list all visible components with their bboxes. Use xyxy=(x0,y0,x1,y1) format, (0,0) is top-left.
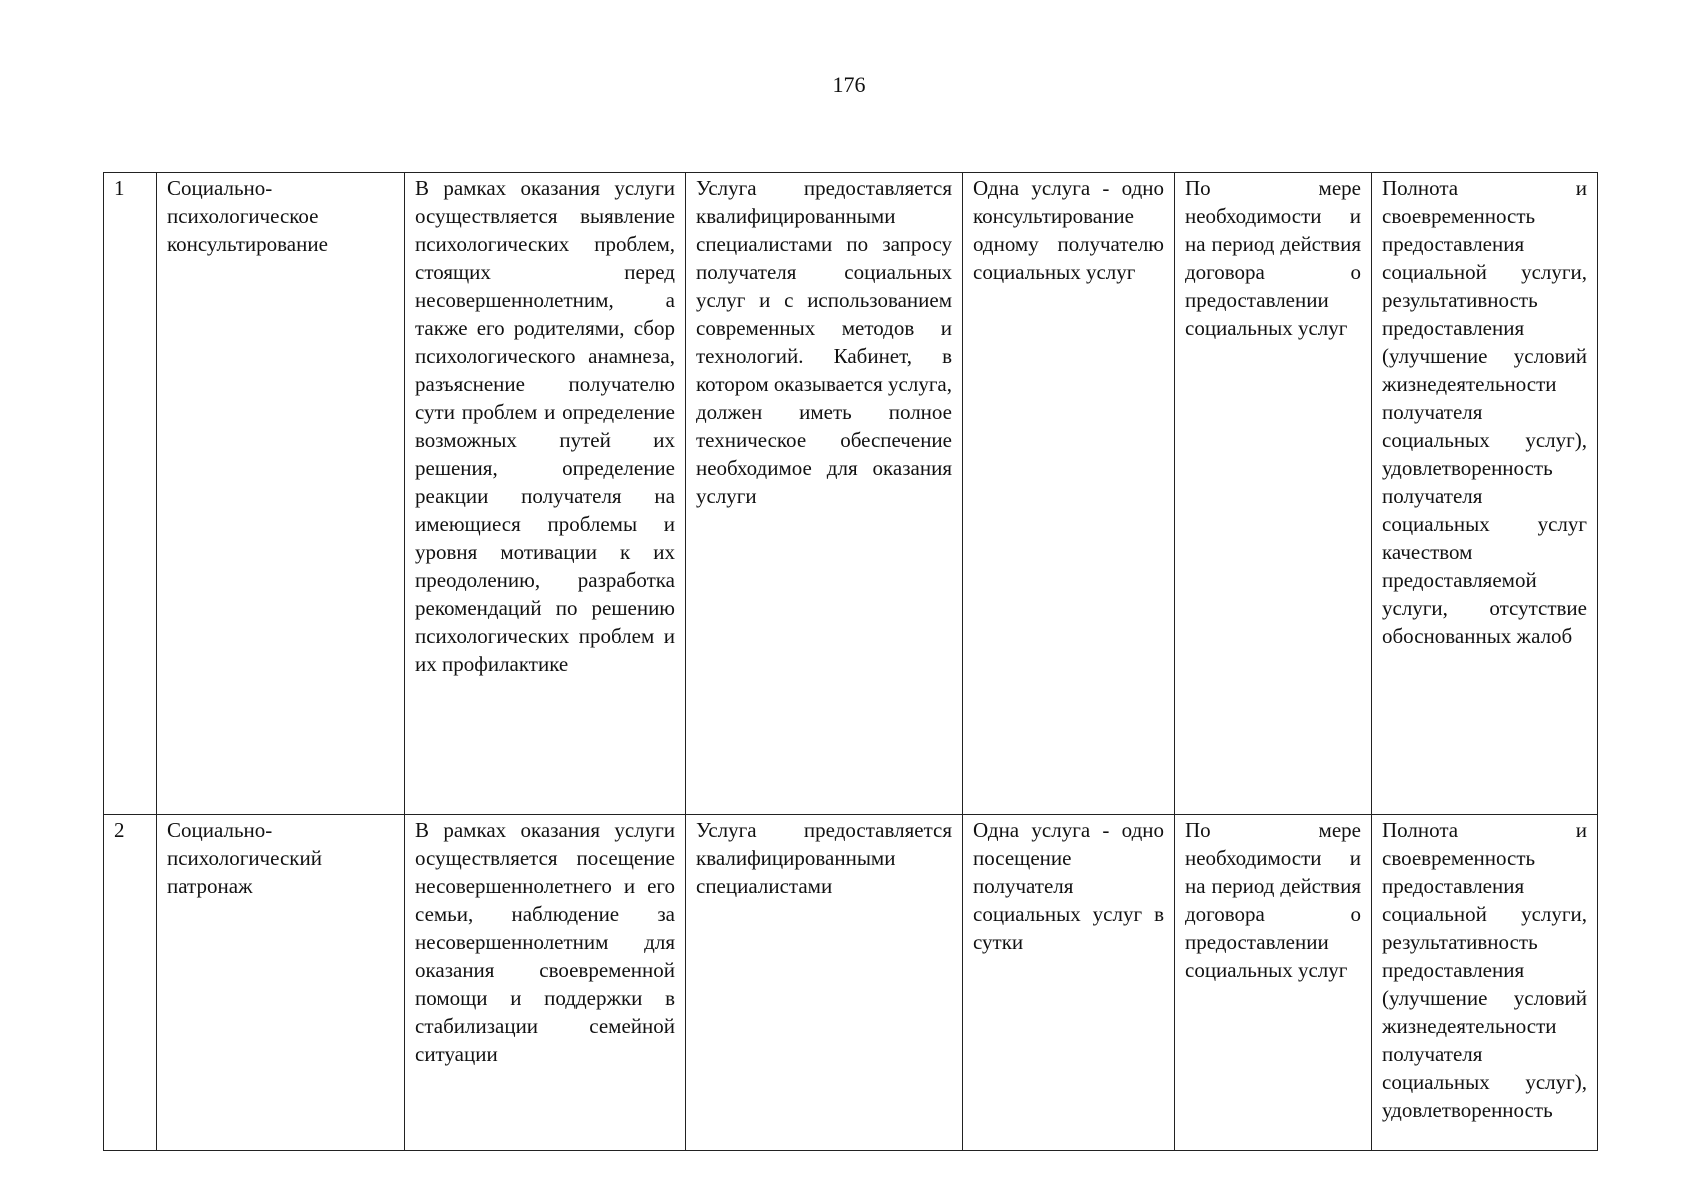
service-name: Социально-психологический патронаж xyxy=(167,818,322,898)
service-quality: Полнота и своевременность предоставления социальной услуги, результативность предоставления (улучшение условий жизнедеятельности получателя социальных услуг), удовлетворенность xyxy=(1382,818,1587,1122)
service-term: По мере необходимости и на период действия договора о предоставлении социальных услуг xyxy=(1185,176,1361,340)
service-volume: Одна услуга - одно посещение получателя социальных услуг в сутки xyxy=(973,818,1164,954)
row-number-cell xyxy=(104,173,157,815)
service-conditions: Услуга предоставляется квалифицированными специалистами xyxy=(696,818,952,898)
service-volume-cell xyxy=(963,173,1175,815)
service-volume: Одна услуга - одно консультирование одному получателю социальных услуг xyxy=(973,176,1164,284)
service-volume-cell xyxy=(963,815,1175,1151)
service-term: По мере необходимости и на период действия договора о предоставлении социальных услуг xyxy=(1185,818,1361,982)
services-table xyxy=(103,172,1598,1151)
service-term-cell xyxy=(1175,173,1372,815)
service-name-cell xyxy=(157,815,405,1151)
service-content-cell xyxy=(405,173,686,815)
row-number: 1 xyxy=(114,176,125,200)
page-number: 176 xyxy=(832,72,866,97)
service-content: В рамках оказания услуги осуществляется посещение несовершеннолетнего и его семьи, наблюдение за несовершеннолетним для оказания своевременной помощи и поддержки в стабилизации семейной ситуации xyxy=(415,818,675,1066)
service-name-cell xyxy=(157,173,405,815)
table-row xyxy=(104,173,1598,815)
service-quality-cell xyxy=(1372,173,1598,815)
service-quality: Полнота и своевременность предоставления социальной услуги, результативность предоставления (улучшение условий жизнедеятельности получателя социальных услуг), удовлетворенность получателя социальных услуг качеством предоставляемой услуги, отсутствие обоснованных жалоб xyxy=(1382,176,1587,648)
service-conditions: Услуга предоставляется квалифицированными специалистами по запросу получателя социальных услуг и с использованием современных методов и технологий. Кабинет, в котором оказывается услуга, должен иметь полное техническое обеспечение необходимое для оказания услуги xyxy=(696,176,952,508)
service-content-cell xyxy=(405,815,686,1151)
service-quality-cell xyxy=(1372,815,1598,1151)
service-conditions-cell xyxy=(686,173,963,815)
service-term-cell xyxy=(1175,815,1372,1151)
row-number: 2 xyxy=(114,818,125,842)
service-content: В рамках оказания услуги осуществляется выявление психологических проблем, стоящих перед несовершеннолетним, а также его родителями, сбор психологического анамнеза, разъяснение получателю сути проблем и определение возможных путей их решения, определение реакции получателя на имеющиеся проблемы и уровня мотивации к их преодолению, разработка рекомендаций по решению психологических проблем и их профилактике xyxy=(415,176,675,676)
row-number-cell xyxy=(104,815,157,1151)
service-name: Социально-психологическое консультирование xyxy=(167,176,328,256)
service-conditions-cell xyxy=(686,815,963,1151)
table-row xyxy=(104,815,1598,1151)
